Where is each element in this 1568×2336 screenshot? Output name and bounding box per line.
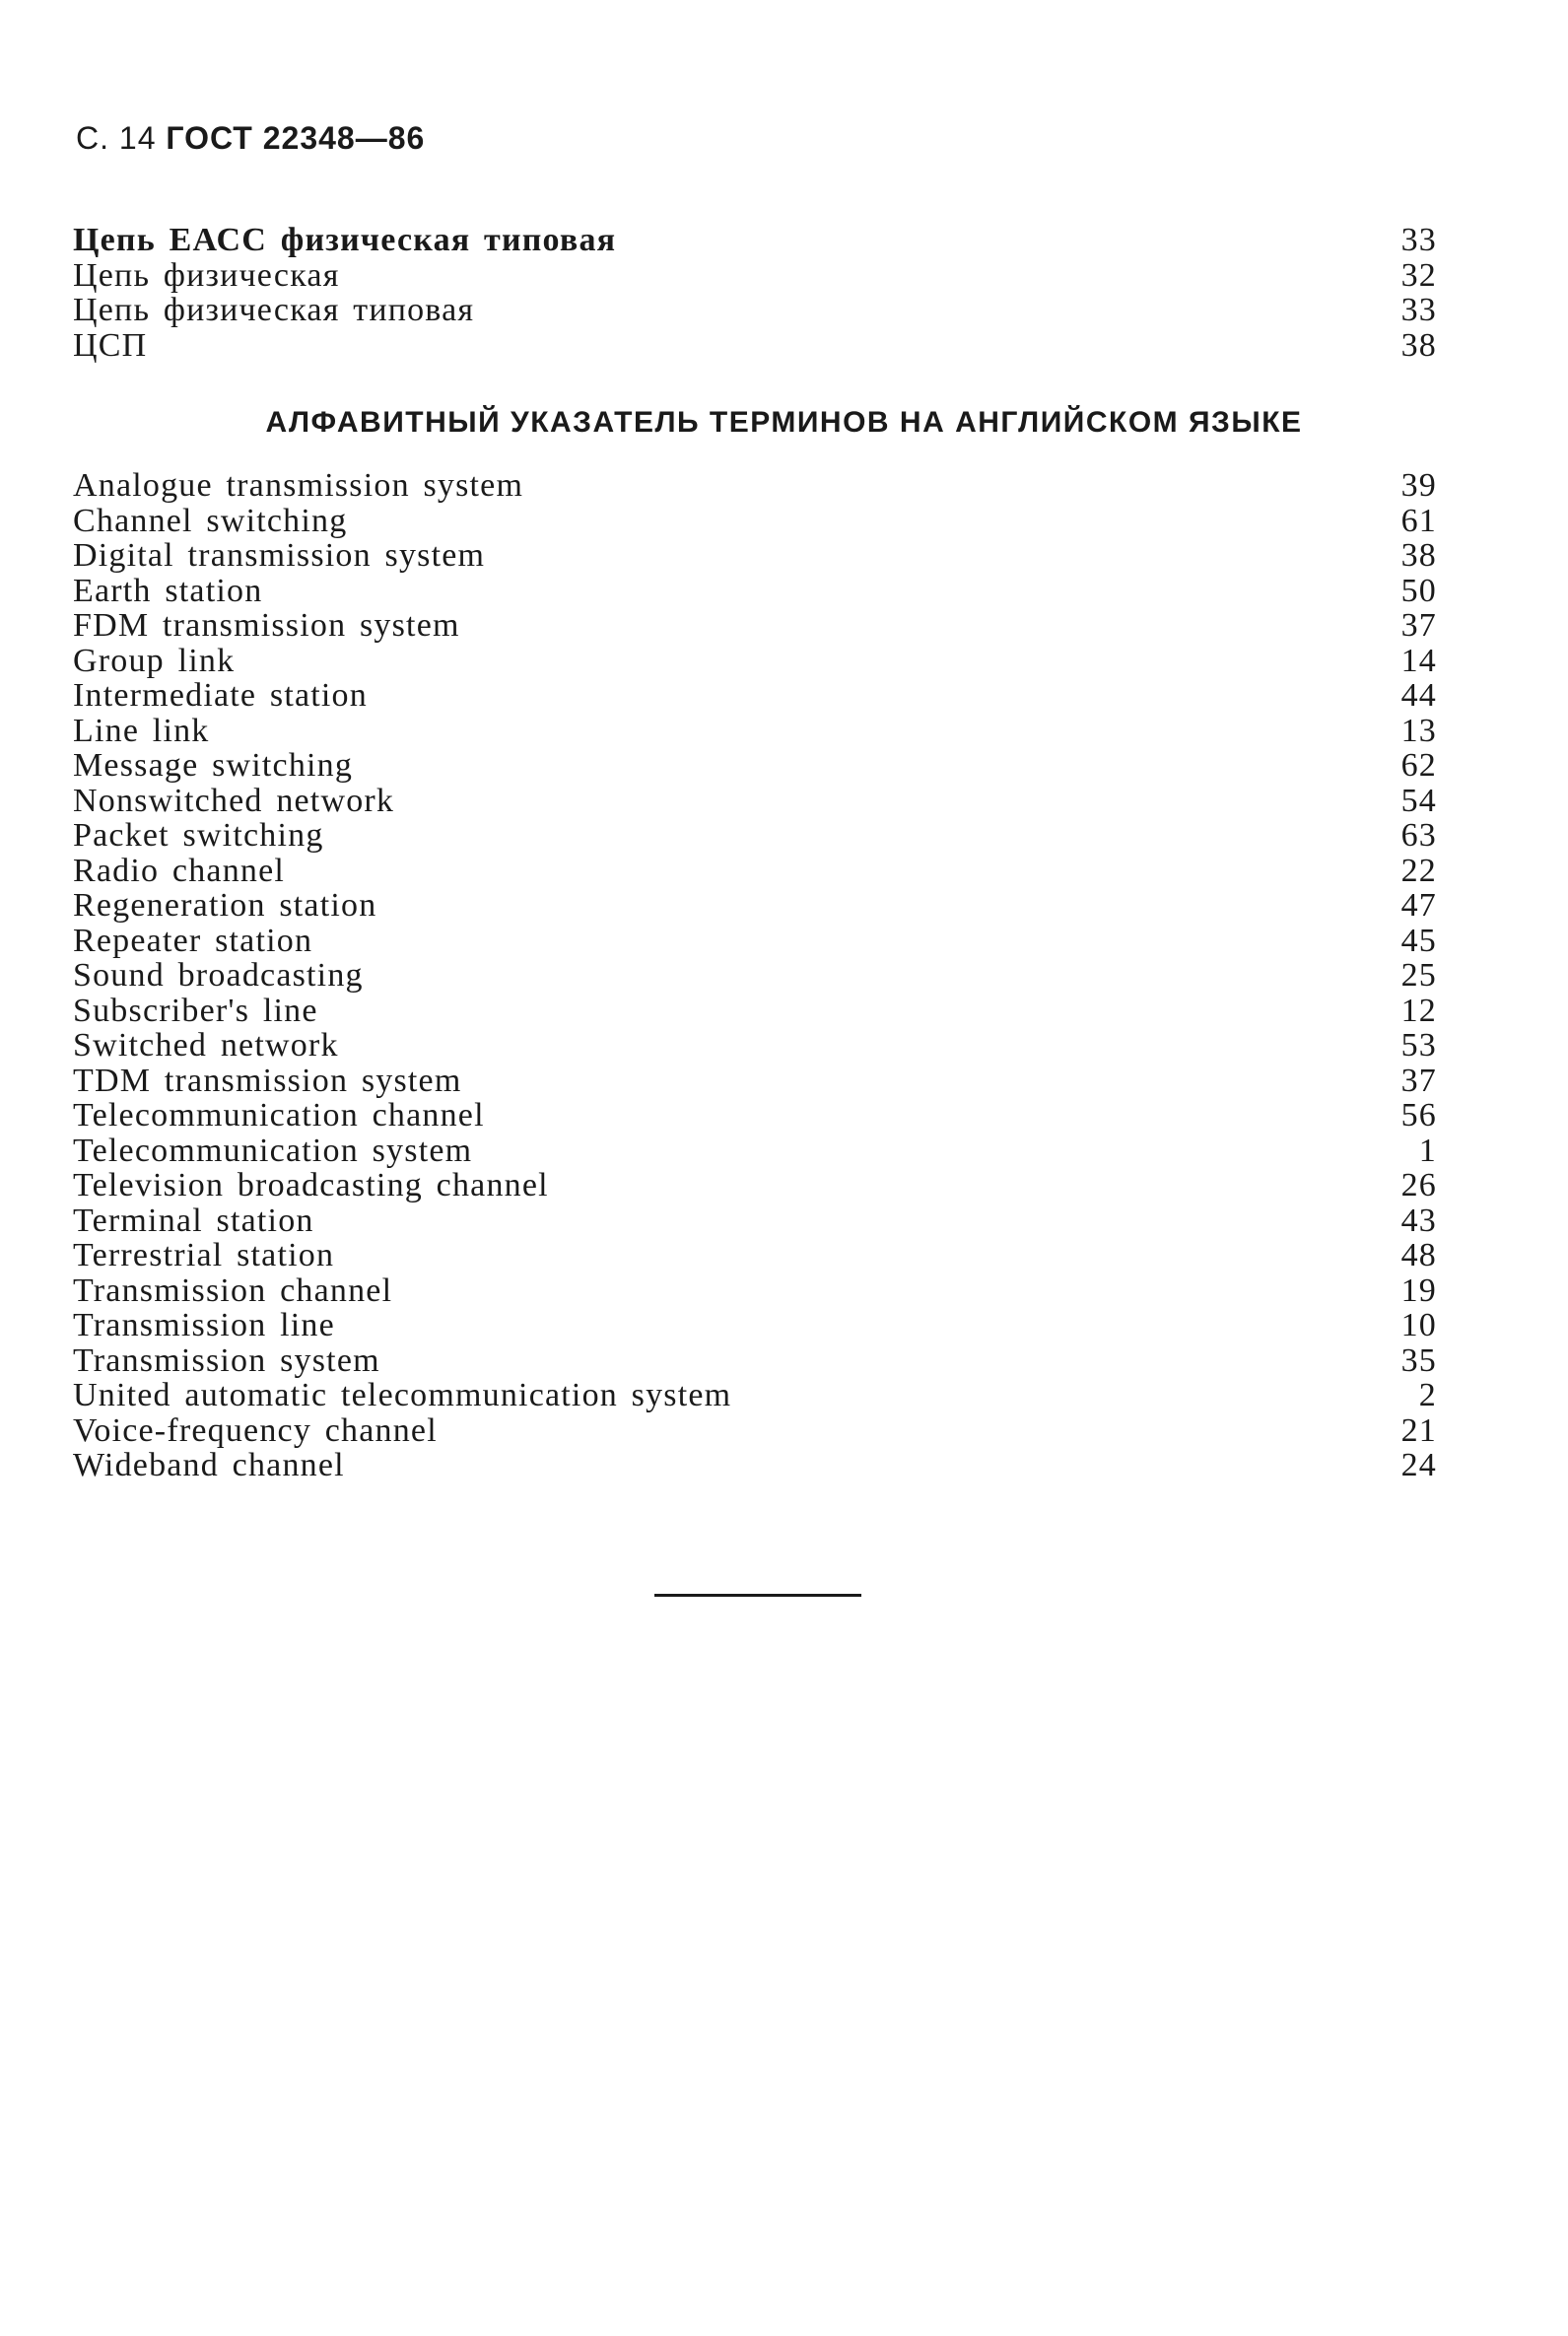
index-entry bbox=[73, 714, 1437, 749]
index-page-number: 48 bbox=[1400, 1237, 1437, 1273]
index-term: Transmission line bbox=[73, 1307, 335, 1343]
index-term: TDM transmission system bbox=[73, 1062, 462, 1099]
english-index-heading: АЛФАВИТНЫЙ УКАЗАТЕЛЬ ТЕРМИНОВ НА АНГЛИЙСКОМ ЯЗЫКЕ bbox=[265, 406, 1303, 439]
index-entry bbox=[73, 223, 1437, 258]
index-term: Group link bbox=[73, 642, 236, 679]
index-term: Nonswitched network bbox=[73, 782, 395, 819]
index-entry bbox=[73, 1343, 1437, 1379]
index-page-number: 22 bbox=[1400, 852, 1437, 889]
index-page-number: 37 bbox=[1400, 1062, 1437, 1099]
index-page-number: 10 bbox=[1400, 1307, 1437, 1343]
index-entry bbox=[73, 678, 1437, 714]
index-page-number: 62 bbox=[1400, 747, 1437, 784]
index-term: Regeneration station bbox=[73, 887, 377, 924]
index-entry bbox=[73, 748, 1437, 784]
index-term: Subscriber's line bbox=[73, 992, 318, 1029]
index-entry bbox=[73, 1378, 1437, 1413]
end-of-section-rule bbox=[654, 1594, 861, 1597]
index-page-number: 44 bbox=[1400, 677, 1437, 714]
index-entry bbox=[73, 1168, 1437, 1203]
index-page-number: 45 bbox=[1400, 922, 1437, 959]
index-page-number: 21 bbox=[1400, 1411, 1437, 1449]
page-header bbox=[76, 120, 425, 157]
index-page-number: 56 bbox=[1400, 1097, 1437, 1134]
index-term: Telecommunication channel bbox=[73, 1097, 485, 1134]
index-entry bbox=[73, 888, 1437, 924]
index-page-number: 1 bbox=[1418, 1132, 1437, 1169]
index-entry bbox=[73, 644, 1437, 679]
index-term: Message switching bbox=[73, 747, 354, 784]
index-term: Radio channel bbox=[73, 852, 286, 889]
index-page-number: 37 bbox=[1400, 607, 1437, 644]
index-entry bbox=[73, 1413, 1437, 1449]
index-term: Voice-frequency channel bbox=[73, 1411, 438, 1449]
index-term: Switched network bbox=[73, 1027, 339, 1064]
index-entry bbox=[73, 538, 1437, 574]
index-page-number: 53 bbox=[1400, 1027, 1437, 1064]
page-label: С. 14 bbox=[76, 120, 157, 156]
index-term: Telecommunication system bbox=[73, 1132, 473, 1169]
index-entry bbox=[73, 258, 1437, 294]
index-term: Цепь физическая bbox=[73, 256, 340, 294]
russian-index-list bbox=[73, 223, 1437, 363]
index-entry bbox=[73, 468, 1437, 504]
index-entry bbox=[73, 293, 1437, 328]
index-term: Transmission channel bbox=[73, 1271, 393, 1309]
index-entry bbox=[73, 608, 1437, 644]
index-entry bbox=[73, 924, 1437, 959]
index-term: United automatic telecommunication system bbox=[73, 1377, 732, 1413]
index-page-number: 38 bbox=[1400, 326, 1437, 364]
index-term: Wideband channel bbox=[73, 1447, 345, 1483]
index-entry bbox=[73, 1203, 1437, 1239]
index-page-number: 50 bbox=[1400, 572, 1437, 609]
index-term: Цепь физическая типовая bbox=[73, 292, 475, 328]
index-term: Terminal station bbox=[73, 1202, 314, 1239]
index-page-number: 12 bbox=[1400, 992, 1437, 1029]
standard-code: ГОСТ 22348—86 bbox=[166, 120, 426, 156]
index-entry bbox=[73, 1064, 1437, 1099]
index-term: ЦСП bbox=[73, 326, 148, 364]
index-page-number: 47 bbox=[1400, 887, 1437, 924]
index-term: Packet switching bbox=[73, 817, 324, 854]
index-page-number: 33 bbox=[1400, 292, 1437, 328]
index-entry bbox=[73, 1134, 1437, 1169]
index-entry bbox=[73, 1028, 1437, 1064]
index-page-number: 19 bbox=[1400, 1271, 1437, 1309]
index-term: Terrestrial station bbox=[73, 1237, 335, 1273]
index-page-number: 38 bbox=[1400, 537, 1437, 574]
index-entry bbox=[73, 994, 1437, 1029]
english-index-list bbox=[73, 468, 1437, 1483]
index-term: Digital transmission system bbox=[73, 537, 486, 574]
index-term: Sound broadcasting bbox=[73, 957, 364, 994]
index-entry bbox=[73, 1308, 1437, 1343]
index-page-number: 33 bbox=[1400, 222, 1437, 258]
index-page-number: 43 bbox=[1400, 1202, 1437, 1239]
index-entry bbox=[73, 1098, 1437, 1134]
index-page-number: 39 bbox=[1400, 467, 1437, 504]
index-term: Earth station bbox=[73, 572, 263, 609]
index-page-number: 32 bbox=[1400, 256, 1437, 294]
index-term: Repeater station bbox=[73, 922, 313, 959]
index-page-number: 24 bbox=[1400, 1447, 1437, 1483]
index-entry bbox=[73, 1238, 1437, 1273]
index-term: Intermediate station bbox=[73, 677, 368, 714]
index-entry bbox=[73, 784, 1437, 819]
index-entry bbox=[73, 958, 1437, 994]
index-page-number: 26 bbox=[1400, 1167, 1437, 1203]
index-page-number: 61 bbox=[1400, 502, 1437, 539]
index-entry bbox=[73, 818, 1437, 854]
index-entry bbox=[73, 328, 1437, 364]
index-entry bbox=[73, 1448, 1437, 1483]
index-entry bbox=[73, 574, 1437, 609]
index-term: Television broadcasting channel bbox=[73, 1167, 549, 1203]
index-term: Channel switching bbox=[73, 502, 348, 539]
index-page-number: 54 bbox=[1400, 782, 1437, 819]
index-page-number: 13 bbox=[1400, 712, 1437, 749]
index-term: Цепь ЕАСС физическая типовая bbox=[73, 222, 617, 258]
index-term: FDM transmission system bbox=[73, 607, 460, 644]
index-term: Analogue transmission system bbox=[73, 467, 524, 504]
index-page-number: 14 bbox=[1400, 642, 1437, 679]
index-entry bbox=[73, 1273, 1437, 1309]
index-page-number: 63 bbox=[1400, 817, 1437, 854]
index-term: Line link bbox=[73, 712, 210, 749]
index-entry bbox=[73, 854, 1437, 889]
index-term: Transmission system bbox=[73, 1341, 380, 1379]
index-page-number: 2 bbox=[1418, 1377, 1437, 1413]
index-page-number: 35 bbox=[1400, 1341, 1437, 1379]
index-page-number: 25 bbox=[1400, 957, 1437, 994]
index-entry bbox=[73, 504, 1437, 539]
